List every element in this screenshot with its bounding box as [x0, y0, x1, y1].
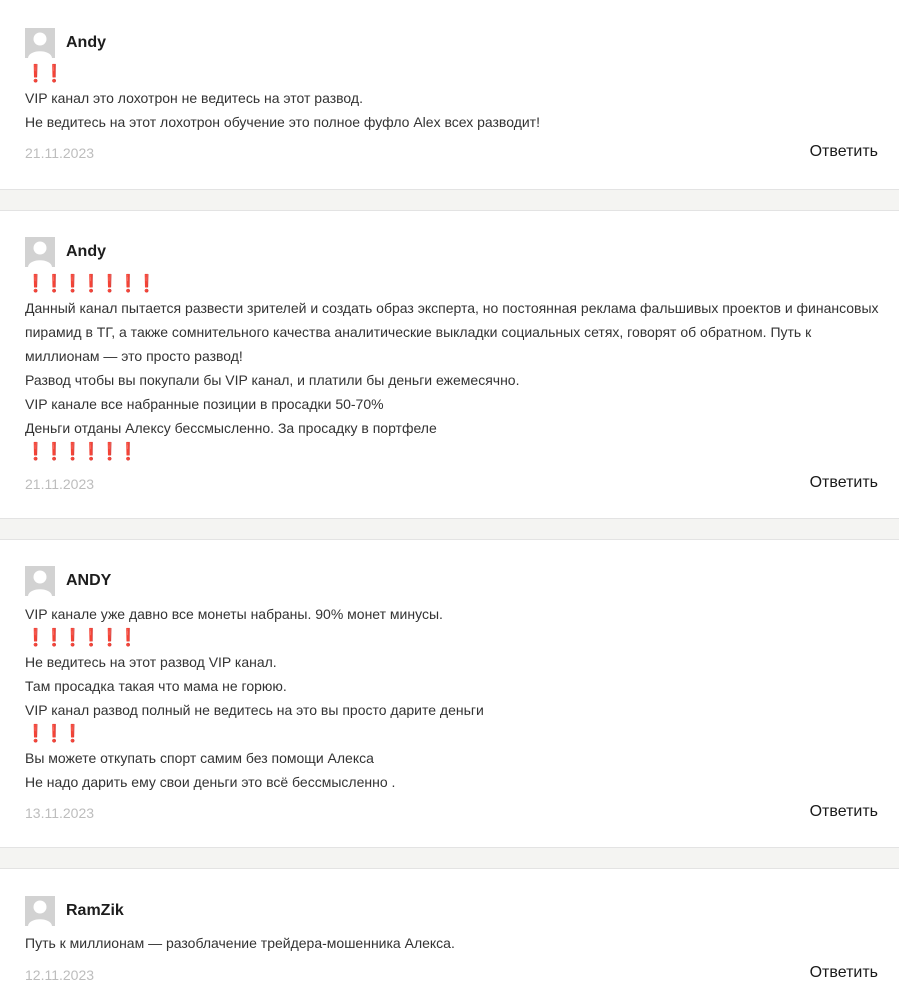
comment-text-line: Вы можете откупать спорт самим без помощи Алекса — [25, 750, 374, 766]
red-exclamation-icon: ❗ — [80, 628, 102, 648]
comment-text-line: VIP канал это лохотрон не ведитесь на этот развод. — [25, 90, 363, 106]
red-exclamation-icon: ❗ — [80, 274, 102, 294]
comment-text-line: VIP канале все набранные позиции в просадки 50-70% — [25, 396, 384, 412]
comment-text-line: Не надо дарить ему свои деньги это всё бессмысленно . — [25, 774, 396, 790]
red-exclamation-icon: ❗ — [25, 724, 47, 744]
red-exclamation-icon: ❗ — [62, 274, 84, 294]
exclamation-row — [25, 440, 885, 464]
red-exclamation-icon: ❗ — [43, 442, 65, 462]
exclamation-row — [25, 626, 885, 650]
red-exclamation-icon: ❗ — [62, 724, 84, 744]
red-exclamation-icon: ❗ — [99, 628, 121, 648]
red-exclamation-icon: ❗ — [43, 724, 65, 744]
comment-date: 12.11.2023 — [25, 967, 95, 983]
comment-text-line: Развод чтобы вы покупали бы VIP канал, и платили бы деньги ежемесячно. — [25, 372, 520, 388]
red-exclamation-icon: ❗ — [117, 442, 139, 462]
reply-button[interactable]: Ответить — [809, 803, 878, 820]
reply-button[interactable]: Ответить — [809, 474, 878, 491]
red-exclamation-icon: ❗ — [25, 628, 47, 648]
comment-author: Andy — [66, 243, 106, 260]
red-exclamation-icon: ❗ — [80, 442, 102, 462]
red-exclamation-icon: ❗ — [43, 274, 65, 294]
comment-header — [25, 566, 111, 596]
comment-header — [25, 237, 106, 267]
avatar — [25, 28, 55, 58]
default-user-avatar-icon — [25, 28, 55, 58]
comment-text-line: Не ведитесь на этот развод VIP канал. — [25, 654, 277, 670]
comment-text-line: Там просадка такая что мама не горюю. — [25, 678, 287, 694]
comment-text-line: Деньги отданы Алексу бессмысленно. За просадку в портфеле — [25, 420, 437, 436]
default-user-avatar-icon — [25, 566, 55, 596]
comment-text-line: Данный канал пытается развести зрителей и создать образ эксперта, но постоянная реклама фальшивых проектов и финансовых пирамид в ТГ, а также сомнительного качества аналитические выкладки социальных сетях, говорят об обратном. Путь к миллионам — это просто развод! — [25, 300, 879, 364]
comment-date: 21.11.2023 — [25, 476, 95, 492]
comment — [0, 868, 899, 1008]
comment-header — [25, 896, 124, 926]
red-exclamation-icon: ❗ — [62, 628, 84, 648]
comment-author: RamZik — [66, 902, 124, 919]
red-exclamation-icon: ❗ — [25, 274, 47, 294]
exclamation-row — [25, 272, 885, 296]
comment-header — [25, 28, 106, 58]
red-exclamation-icon: ❗ — [62, 442, 84, 462]
comment — [0, 210, 899, 519]
comment-text-line: Не ведитесь на этот лохотрон обучение это полное фуфло Alex всех разводит! — [25, 114, 540, 130]
reply-button[interactable]: Ответить — [809, 143, 878, 160]
comment — [0, 539, 899, 848]
red-exclamation-icon: ❗ — [117, 628, 139, 648]
comment-date: 13.11.2023 — [25, 805, 95, 821]
comment-body — [25, 931, 885, 955]
comment-text-line: Путь к миллионам — разоблачение трейдера-мошенника Алекса. — [25, 935, 455, 951]
avatar — [25, 237, 55, 267]
exclamation-row — [25, 722, 885, 746]
comment-text-line: VIP канал развод полный не ведитесь на это вы просто дарите деньги — [25, 702, 484, 718]
comment-date: 21.11.2023 — [25, 145, 95, 161]
comment-body — [25, 272, 885, 464]
reply-button[interactable]: Ответить — [809, 964, 878, 981]
red-exclamation-icon: ❗ — [99, 274, 121, 294]
comment-text-line: VIP канале уже давно все монеты набраны. 90% монет минусы. — [25, 606, 443, 622]
red-exclamation-icon: ❗ — [117, 274, 139, 294]
default-user-avatar-icon — [25, 237, 55, 267]
red-exclamation-icon: ❗ — [136, 274, 158, 294]
comment-author: ANDY — [66, 572, 112, 589]
red-exclamation-icon: ❗ — [43, 628, 65, 648]
red-exclamation-icon: ❗ — [25, 64, 47, 84]
red-exclamation-icon: ❗ — [43, 64, 65, 84]
comment-author: Andy — [66, 34, 106, 51]
default-user-avatar-icon — [25, 896, 55, 926]
red-exclamation-icon: ❗ — [99, 442, 121, 462]
comment-body — [25, 62, 885, 134]
avatar — [25, 566, 55, 596]
red-exclamation-icon: ❗ — [25, 442, 47, 462]
comment — [0, 0, 899, 190]
avatar — [25, 896, 55, 926]
comment-body — [25, 602, 885, 794]
exclamation-row — [25, 62, 885, 86]
